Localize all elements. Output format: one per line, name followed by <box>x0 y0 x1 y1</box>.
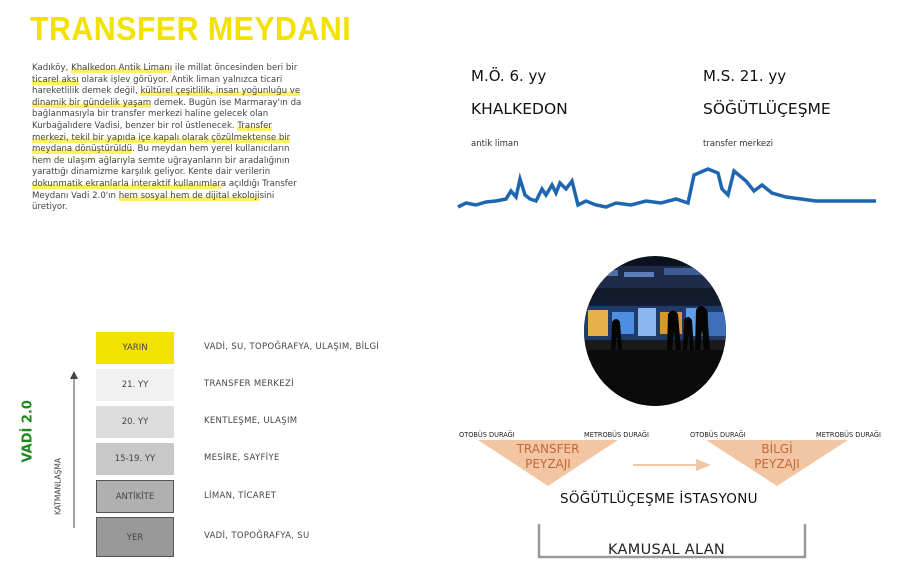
station-photo <box>584 256 726 406</box>
paragraph-text: demek. Bugün ise Marmaray'ın da bağlanmasıyla bir transfer merkezi haline gelecek olan Kurbağalıdere Vadisi, benzer bir rol üstlenecek. <box>32 97 302 131</box>
layer-box: 21. YY <box>96 369 174 401</box>
vadi-label: VADİ 2.0 <box>20 400 36 463</box>
arrow-right-icon <box>696 459 711 471</box>
station-label: SÖĞÜTLÜÇEŞME İSTASYONU <box>560 491 758 507</box>
transfer-landscape-label <box>498 442 598 472</box>
metrobus-stop-right: METROBÜS DURAĞI <box>816 431 881 439</box>
metrobus-stop-left: METROBÜS DURAĞI <box>584 431 649 439</box>
layer-description: VADİ, TOPOĞRAFYA, SU <box>204 531 310 541</box>
highlighted-phrase: Khalkedon Antik Limanı <box>71 63 173 73</box>
highlighted-phrase: Transfer merkezi, tekil bir yapıda içe kapalı olarak çözülmektense bir meydana dönüştürüldü <box>32 120 291 155</box>
paragraph-text: a açıldığı Transfer Meydanı Vadi 2.0'ın <box>32 178 297 201</box>
era-left-date: M.Ö. 6. yy <box>471 67 547 85</box>
paragraph-text: sini üretiyor. <box>32 190 275 213</box>
page-title: TRANSFER MEYDANI <box>30 10 352 47</box>
layer-box: YARIN <box>96 332 174 364</box>
era-left-desc: antik liman <box>471 139 519 149</box>
layer-description: MESİRE, SAYFİYE <box>204 453 280 463</box>
bus-stop-left: OTOBÜS DURAĞI <box>459 431 515 439</box>
transfer-landscape-line2: PEYZAJI <box>525 457 571 471</box>
layer-box: 15-19. YY <box>96 443 174 475</box>
layer-description: TRANSFER MERKEZİ <box>204 379 294 389</box>
highlighted-phrase: hem sosyal hem de dijital ekoloji <box>118 190 260 201</box>
layer-description: LİMAN, TİCARET <box>204 490 277 501</box>
paragraph-text: olarak işlev görüyor. Antik liman yalnızca ticari hareketlilik demek değil, <box>32 74 283 97</box>
era-right-name: SÖĞÜTLÜÇEŞME <box>703 100 831 118</box>
layering-label: KATMANLAŞMA <box>53 458 63 515</box>
paragraph-text: Kadıköy, <box>32 63 72 73</box>
era-left-name: KHALKEDON <box>471 100 568 118</box>
info-landscape-line1: BİLGİ <box>761 442 793 456</box>
layer-description: VADİ, SU, TOPOĞRAFYA, ULAŞIM, BİLGİ <box>204 342 380 352</box>
public-space-label: KAMUSAL ALAN <box>608 542 726 558</box>
bus-stop-right: OTOBÜS DURAĞI <box>690 431 746 439</box>
era-right-desc: transfer merkezi <box>703 139 773 149</box>
highlighted-phrase: ticarel aksı <box>32 74 79 85</box>
paragraph-text: ile millat öncesinden beri bir <box>172 63 298 73</box>
layer-box: ANTİKİTE <box>96 480 174 513</box>
transfer-landscape-line1: TRANSFER <box>516 442 580 456</box>
layering-arrow-icon <box>68 370 80 530</box>
highlighted-phrase: dokunmatik ekranlarla interaktif kullanımlar <box>32 178 221 189</box>
skyline-silhouette <box>456 165 880 215</box>
layer-description: KENTLEŞME, ULAŞIM <box>204 416 298 426</box>
layer-box: YER <box>96 517 174 557</box>
era-right-date: M.S. 21. yy <box>703 67 787 85</box>
layer-box: 20. YY <box>96 406 174 438</box>
highlighted-phrase: kültürel çeşitlilik, insan yoğunluğu ve dinamik bir gündelik yaşam <box>32 86 301 108</box>
description-paragraph <box>32 63 310 214</box>
info-landscape-label <box>727 442 827 472</box>
paragraph-text: . Bu meydan hem yerel kullanıcıların hem de ulaşım ağlarıyla semte uğrayanların bir aradalığının yarattığı dinamizme karşılık geliyor. Kente dair verilerin <box>32 144 290 178</box>
info-landscape-line2: PEYZAJI <box>754 457 800 471</box>
